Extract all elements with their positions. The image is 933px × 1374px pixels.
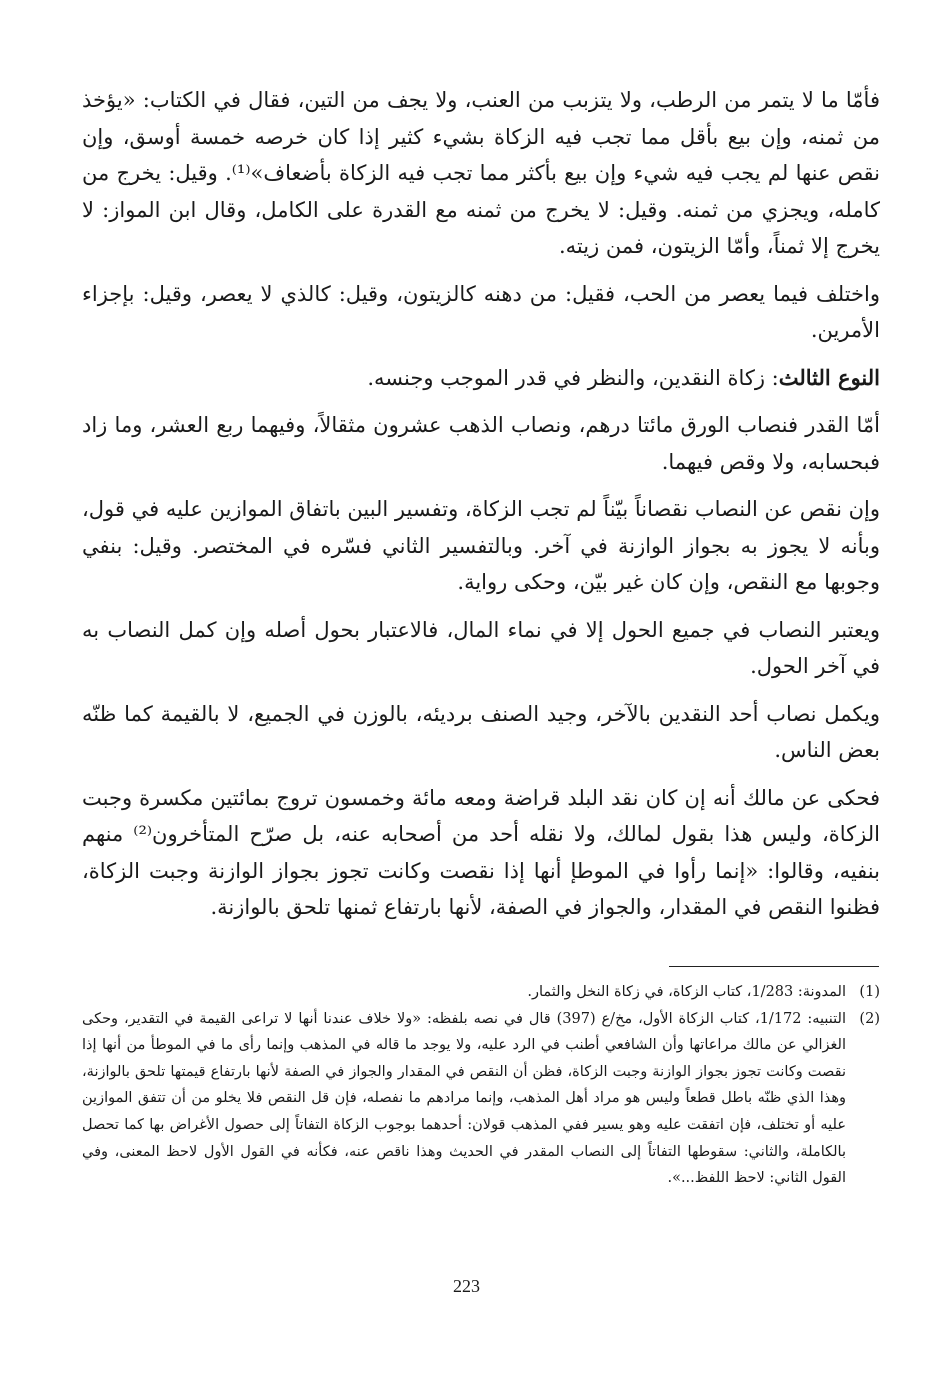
paragraph-text: فحكى عن مالك أنه إن كان نقد البلد قراضة ومعه مائة وخمسون تروج بمائتين مكسرة وجبت الزكاة، وليس هذا بقول لمالك، ولا نقله أحد من أصحابه عنه، بل صرّح المتأخرون⁽²⁾ منهم بنفيه، وقالوا: «إنما رأوا في الموطإ أنها إذا نقصت وكانت تجوز بجواز الوازنة وجبت الزكاة، فظنوا النقص في المقدار، والجواز في الصفة، لأنها بارتفاع ثمنها تلحق بالوازنة.	[82, 785, 880, 919]
main-text	[82, 82, 880, 926]
footnote-text: التنبيه: 1/172، كتاب الزكاة الأول، مخ/ع (397) قال في نصه بلفظه: «ولا خلاف عندنا أنها لا تراعى القيمة في التقدير، وحكى الغزالي عن مالك مراعاتها وأن الشافعي أطنب في الرد عليه، ولا يوجد ما قاله في المذهب وإنما رأى ما في الموطأ من أنها إذا نقصت وكانت تجوز بجواز الوازنة وجبت الزكاة، فظن أن النقص في المقدار والجواز في الصفة لأنها بارتفاع قيمتها تلحق بالوازنة، وهذا الذي ظنّه باطل قطعاً وليس هو مراد أهل المذهب، وإنما مرادهم ما نفصله، فإن قل النقص فلا يخلو من أن تتفق الموازين عليه أو تختلف، فإن اتفقت عليه وهو يسير ففي المذهب قولان: أحدهما بوجوب الزكاة التفاتاً إلى حصول الأغراض بها كما تحصل بالكاملة، والثاني: سقوطها التفاتاً إلى النصاب المقدر في الحديث وهذا ناقص عنه، فكأنه في القول الأول لاحظ المعنى، وفي القول الثاني: لاحظ اللفظ...».	[82, 1010, 847, 1187]
section-heading-paragraph	[82, 360, 880, 397]
paragraph	[82, 407, 880, 480]
footnote-number: (2)	[859, 1010, 880, 1027]
paragraph	[82, 612, 880, 685]
paragraph-text: : زكاة النقدين، والنظر في قدر الموجب وجنسه.	[367, 365, 779, 390]
paragraph-text: ويكمل نصاب أحد النقدين بالآخر، وجيد الصنف برديئه، بالوزن في الجميع، لا بالقيمة كما ظنّه بعض الناس.	[82, 701, 880, 762]
footnote-divider	[669, 966, 879, 967]
page-number: 223	[453, 1276, 480, 1296]
footnote	[82, 1006, 880, 1192]
paragraph-text: واختلف فيما يعصر من الحب، فقيل: من دهنه كالزيتون، وقيل: كالذي لا يعصر، وقيل: بإجزاء الأمرين.	[82, 281, 880, 342]
paragraph	[82, 780, 880, 926]
paragraph	[82, 491, 880, 601]
paragraph-text: أمّا القدر فنصاب الورق مائتا درهم، ونصاب الذهب عشرون مثقالاً، وفيهما ربع العشر، وما زاد فبحسابه، ولا وقص فيهما.	[82, 413, 880, 474]
paragraph-text: فأمّا ما لا يتمر من الرطب، ولا يتزبب من العنب، ولا يجف من التين، فقال في الكتاب: «يؤخذ من ثمنه، وإن بيع بأقل مما تجب فيه الزكاة بشيء كثير إذا كان خرصه خمسة أوسق، وإن نقص عنها لم يجب فيه شيء وإن بيع بأكثر مما تجب فيه الزكاة بأضعاف»⁽¹⁾. وقيل: يخرج من كامله، ويجزي من ثمنه. وقيل: لا يخرج من ثمنه مع القدرة على الكامل، وقال ابن المواز: لا يخرج إلا ثمناً، وأمّا الزيتون، فمن زيته.	[82, 88, 880, 258]
paragraph	[82, 82, 880, 265]
section-heading: النوع الثالث	[778, 364, 880, 390]
footnote	[82, 979, 880, 1006]
paragraph-text: وإن نقص عن النصاب نقصاناً بيّناً لم تجب الزكاة، وتفسير البين باتفاق الموازين عليه في قول، وبأنه لا يجوز به بجواز الوازنة في آخر. وبالتفسير الثاني فسّره في المختصر. وقيل: بنفي وجوبها مع النقص، وإن كان غير بيّن، وحكى رواية.	[82, 497, 880, 594]
paragraph-text: ويعتبر النصاب في جميع الحول إلا في نماء المال، فالاعتبار بحول أصله وإن كمل النصاب به في آخر الحول.	[82, 617, 880, 678]
footnote-number: (1)	[859, 984, 880, 1000]
paragraph	[82, 696, 880, 769]
footnotes	[82, 979, 880, 1192]
footnote-text: المدونة: 1/283، كتاب الزكاة، في زكاة النخل والثمار.	[527, 984, 846, 1000]
paragraph	[82, 276, 880, 349]
